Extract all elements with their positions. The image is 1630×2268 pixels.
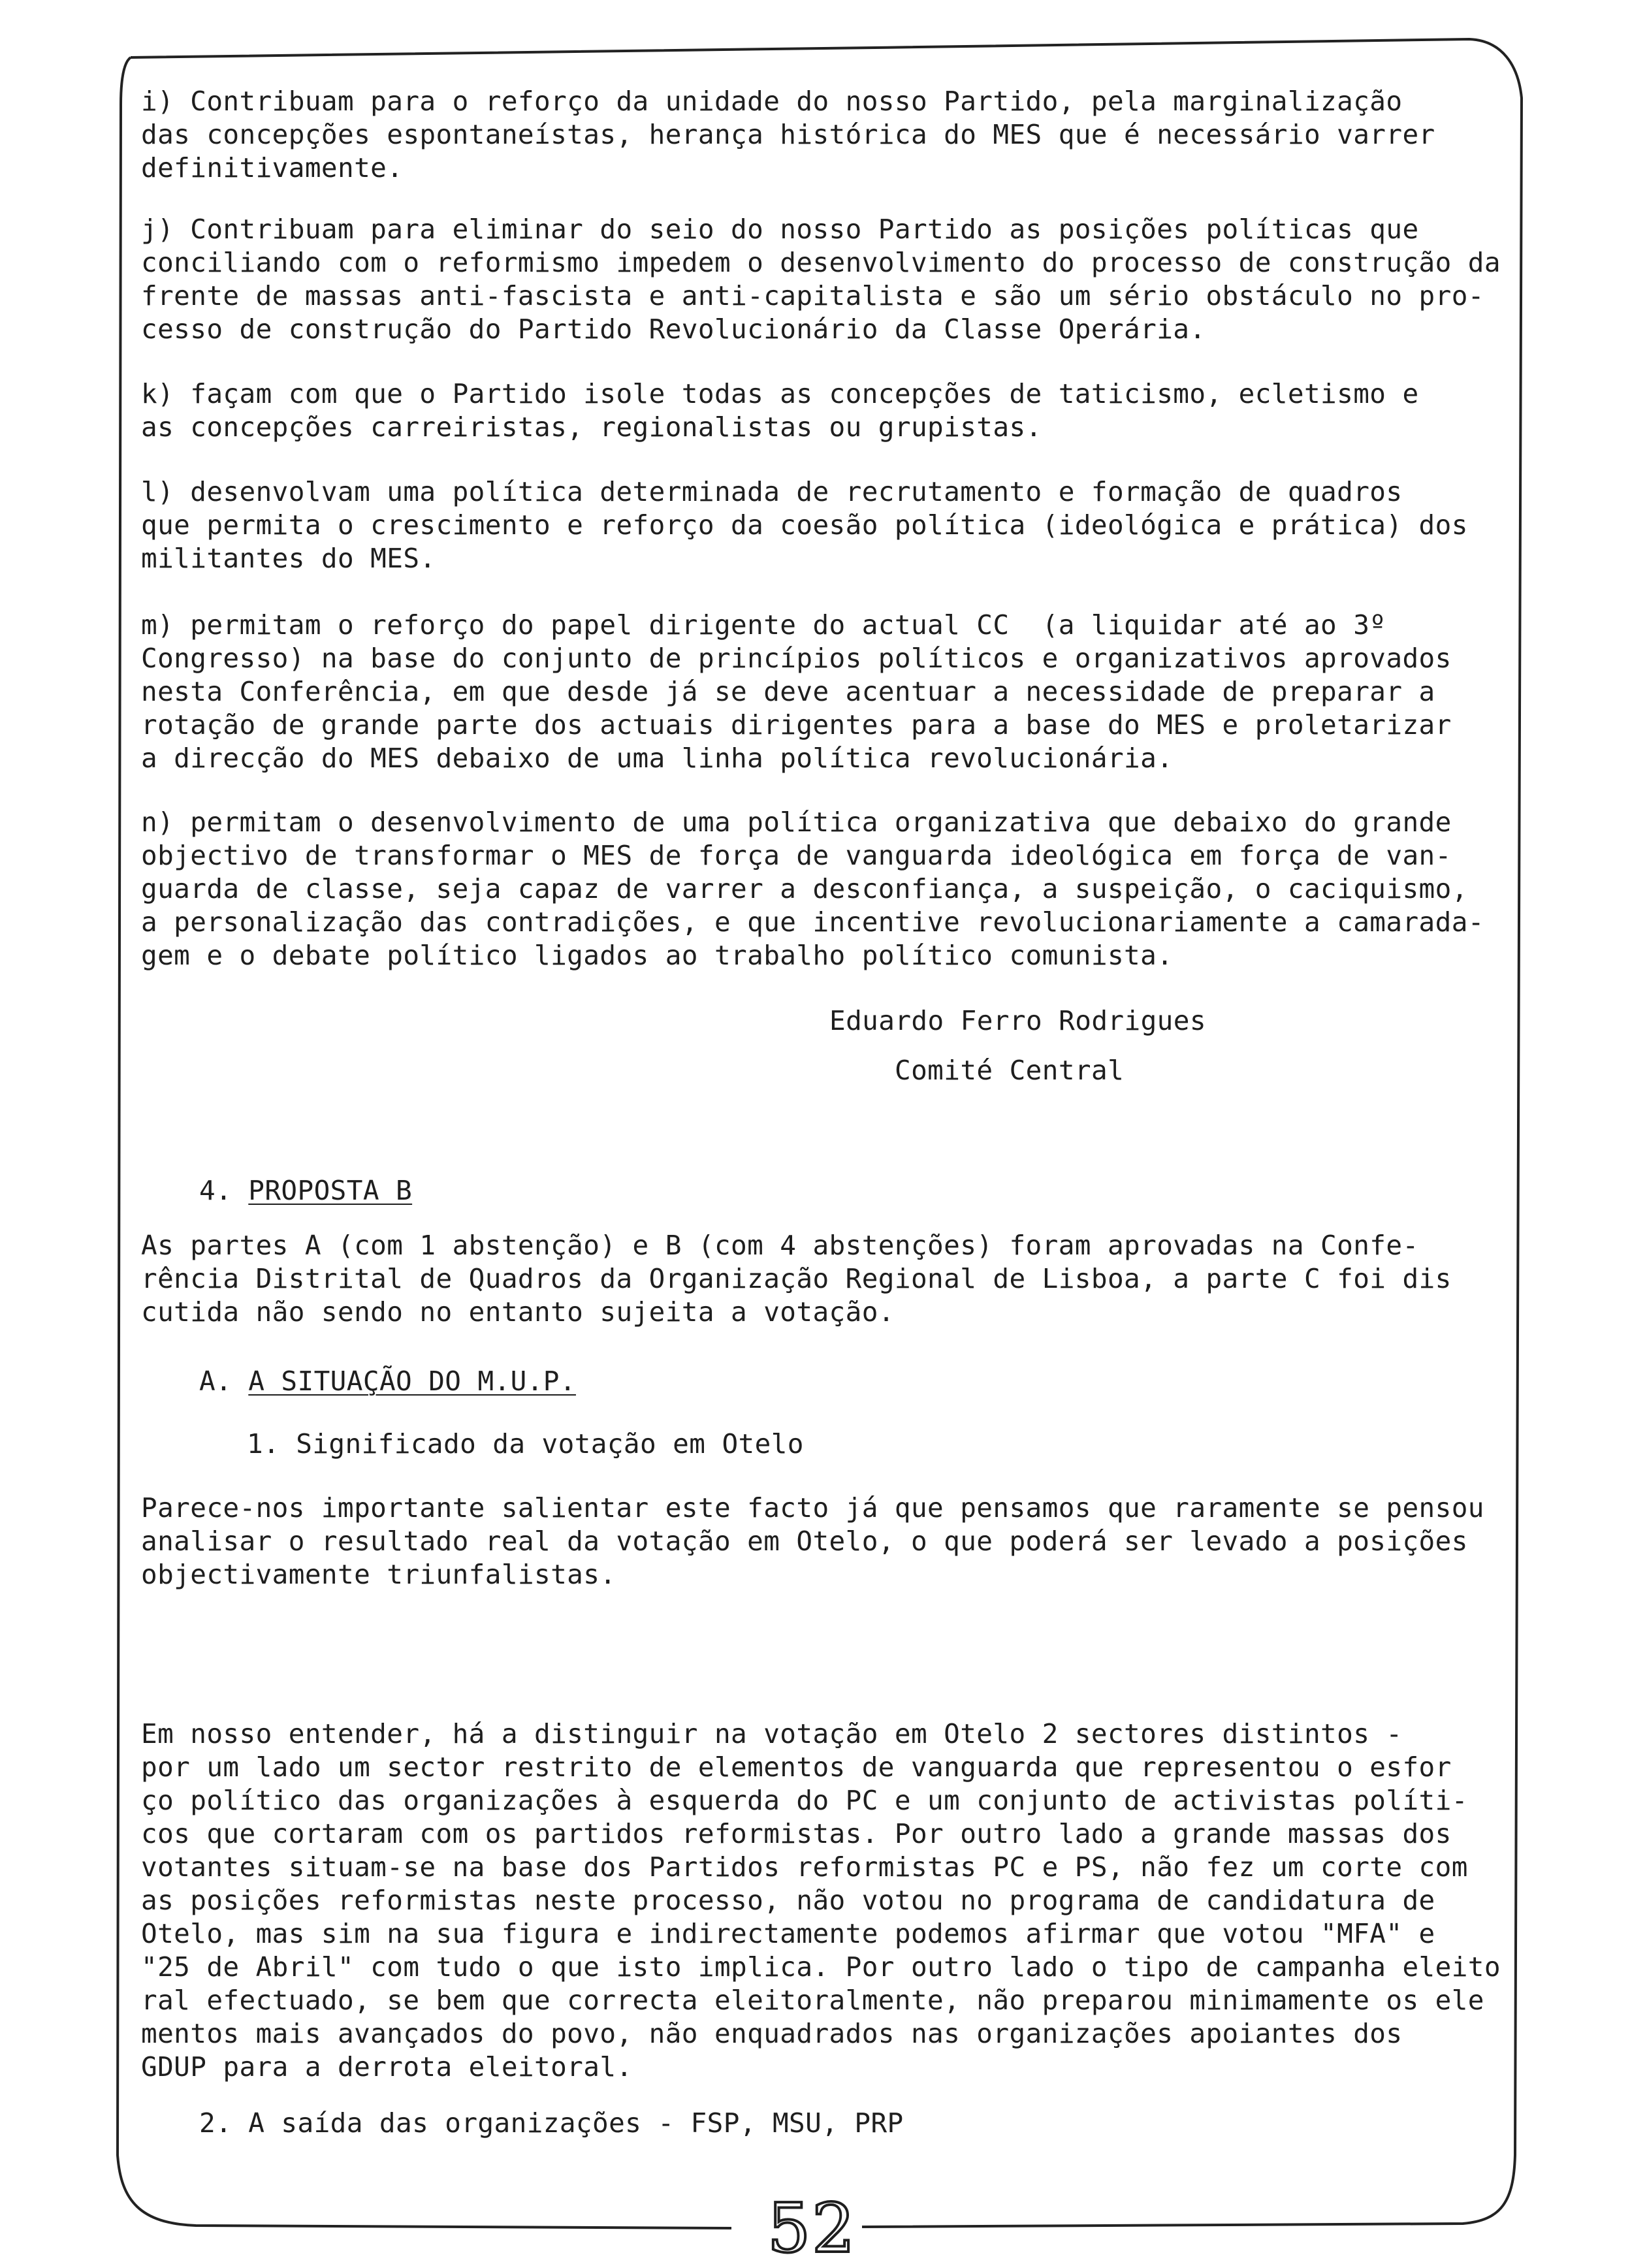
subheading-otelo-vote: 1. Significado da votação em Otelo — [247, 1428, 804, 1460]
paragraph-sectors: Em nosso entender, há a distinguir na votação em Otelo 2 sectores distintos - por um lado um sector restrito de elementos de vanguarda que representou o esfor ço político das organizações à esquerda do PC e um conjunto de activistas políti- cos que cortaram com os partidos reformistas. Por outro lado a grande massas dos votantes situam-se na base dos Partidos reformistas PC e PS, não fez um corte com as posições reformistas neste processo, não votou no programa de candidatura de Otelo, mas sim na sua figura e indirectamente podemos afirmar que votou "MFA" e "25 de Abril" com tudo o que isto implica. Por outro lado o tipo de campanha eleito ral efectuado, se bem que correcta eleitoralmente, não preparou minimamente os ele mentos mais avançados do povo, não enquadrados nas organizações apoiantes dos GDUP para a derrota eleitoral. — [141, 1718, 1501, 2083]
subsection-heading — [199, 1365, 576, 1398]
clause-m: m) permitam o reforço do papel dirigente do actual CC (a liquidar até ao 3º Congresso) na base do conjunto de princípios políticos e organizativos aprovados nesta Conferência, em que desde já se deve acentuar a necessidade de preparar a rotação de grande parte dos actuais dirigentes para a base do MES e proletarizar a direcção do MES debaixo de uma linha política revolucionária. — [141, 609, 1452, 774]
section-heading — [199, 1174, 412, 1207]
clause-n: n) permitam o desenvolvimento de uma política organizativa que debaixo do grande objectivo de transformar o MES de força de vanguarda ideológica em força de van- guarda de classe, seja capaz de varrer a desconfiança, a suspeição, o caciquismo, a personalização das contradições, e que incentive revolucionariamente a camarada- gem e o debate político ligados ao trabalho político comunista. — [141, 807, 1484, 971]
signature-role: Comité Central — [895, 1055, 1125, 1086]
subsection-label: A. — [199, 1366, 232, 1397]
clause-l: l) desenvolvam uma política determinada de recrutamento e formação de quadros que permita o crescimento e reforço da coesão política (ideológica e prática) dos militantes do MES. — [141, 476, 1468, 574]
section-number: 4. — [199, 1175, 232, 1206]
paragraph-otelo-vote: Parece-nos importante salientar este facto já que pensamos que raramente se pensou analisar o resultado real da votação em Otelo, o que poderá ser levado a posições objectivamente triunfalistas. — [141, 1492, 1484, 1590]
proposal-intro: As partes A (com 1 abstenção) e B (com 4 abstenções) foram aprovadas na Confe- rência Distrital de Quadros da Organização Regional de Lisboa, a parte C foi dis cutida não sendo no entanto sujeita a votação. — [141, 1230, 1452, 1328]
clause-i: i) Contribuam para o reforço da unidade do nosso Partido, pela marginalização das concepções espontaneístas, herança histórica do MES que é necessário varrer definitivamente. — [141, 86, 1435, 184]
subheading-organizations-exit: 2. A saída das organizações - FSP, MSU, PRP — [199, 2107, 904, 2139]
section-title: PROPOSTA B — [248, 1175, 413, 1206]
page-number: 52 — [767, 2188, 857, 2268]
signature-name: Eduardo Ferro Rodrigues — [829, 1005, 1206, 1036]
clause-j: j) Contribuam para eliminar do seio do nosso Partido as posições políticas que conciliando com o reformismo impedem o desenvolvimento do processo de construção da frente de massas anti-fascista e anti-capitalista e são um sério obstáculo no pro- cesso de construção do Partido Revolucionário da Classe Operária. — [141, 214, 1501, 345]
clause-k: k) façam com que o Partido isole todas as concepções de taticismo, ecletismo e as concepções carreiristas, regionalistas ou grupistas. — [141, 378, 1419, 443]
subsection-title: A SITUAÇÃO DO M.U.P. — [248, 1366, 576, 1397]
